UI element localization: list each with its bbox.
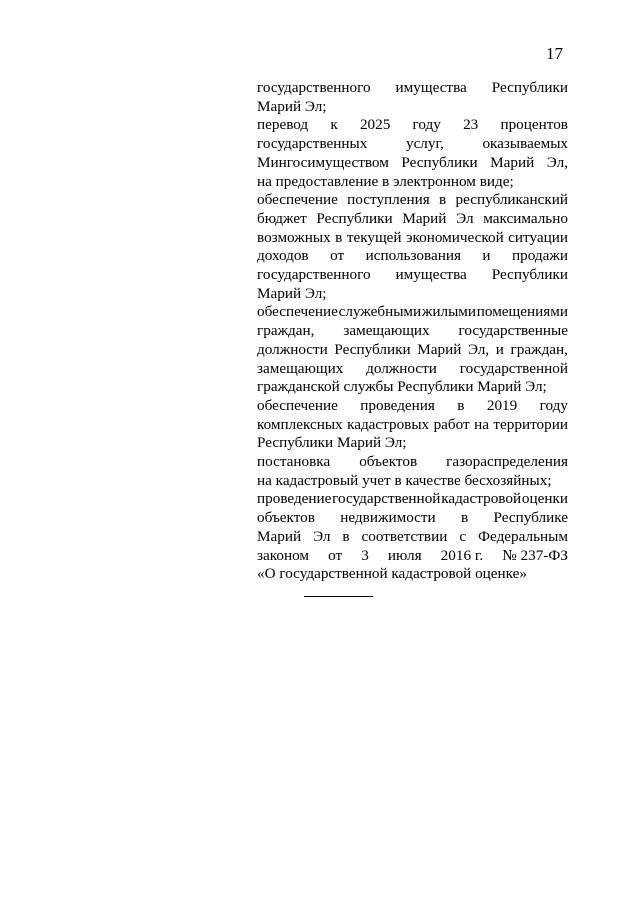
text-word: Эл <box>313 527 331 545</box>
text-line <box>257 191 568 210</box>
text-line <box>257 322 568 341</box>
text-line <box>257 453 568 472</box>
text-word: государственной <box>459 359 568 377</box>
text-word: Эл <box>456 209 474 227</box>
text-word: от <box>330 247 345 265</box>
text-line <box>257 416 568 435</box>
text-word: ситуации <box>508 228 568 246</box>
text-word: должности <box>366 359 437 377</box>
text-word: территории <box>493 415 568 433</box>
text-word: № 237-ФЗ <box>502 546 568 564</box>
page-number: 17 <box>546 44 563 63</box>
text-line <box>257 285 568 304</box>
text-word: Марий Эл; <box>257 284 327 302</box>
text-word: имущества <box>395 266 467 284</box>
text-word: бюджет <box>257 209 307 227</box>
text-word: Мингосимуществом <box>257 153 389 171</box>
text-line <box>257 547 568 566</box>
text-word: «О государственной кадастровой оценке» <box>257 565 528 583</box>
text-word: возможных <box>257 228 331 246</box>
text-line <box>257 434 568 453</box>
text-word: объектов <box>257 509 315 527</box>
text-word: замещающих <box>343 322 430 340</box>
text-word: кадастровых <box>347 415 430 433</box>
text-word: году <box>412 116 441 134</box>
text-word: продажи <box>512 247 568 265</box>
text-word: доходов <box>257 247 309 265</box>
text-word: граждан, <box>257 322 315 340</box>
text-word: оценки <box>521 490 568 508</box>
text-line <box>257 360 568 379</box>
text-word: государственных <box>257 135 368 153</box>
text-word: году <box>539 396 568 414</box>
body-text <box>257 79 568 584</box>
text-word: услуг, <box>405 135 444 153</box>
text-line <box>257 472 568 491</box>
text-word: использования <box>365 247 461 265</box>
text-line <box>257 79 568 98</box>
text-word: Марий <box>490 153 535 171</box>
text-word: оказываемых <box>482 135 568 153</box>
text-word: Марий <box>402 209 447 227</box>
text-word: июля <box>387 546 422 564</box>
text-word: Республики <box>316 209 393 227</box>
text-word: гражданской службы Республики Марий Эл; <box>257 378 547 396</box>
text-line <box>257 266 568 285</box>
text-word: в <box>335 228 343 246</box>
text-word: к <box>330 116 338 134</box>
text-line <box>257 210 568 229</box>
text-word: Марий <box>257 527 302 545</box>
text-word: имущества <box>395 79 467 96</box>
text-word: обеспечение <box>257 303 338 321</box>
text-line <box>257 341 568 360</box>
text-word: должности <box>257 340 328 358</box>
text-word: и <box>495 340 504 358</box>
text-word: служебными <box>338 303 422 321</box>
text-line <box>257 116 568 135</box>
text-word: Федеральным <box>478 527 568 545</box>
text-word: Республики <box>491 79 568 96</box>
text-word: граждан, <box>510 340 568 358</box>
text-word: государственные <box>458 322 568 340</box>
text-word: проведения <box>360 396 435 414</box>
text-word: в <box>439 191 447 209</box>
text-line <box>257 98 568 117</box>
text-word: максимально <box>483 209 568 227</box>
text-word: Республики <box>334 340 411 358</box>
text-line <box>257 509 568 528</box>
text-line <box>257 378 568 397</box>
text-word: и <box>482 247 491 265</box>
text-word: помещениями <box>476 303 568 321</box>
text-word: в <box>461 509 469 527</box>
text-line <box>257 135 568 154</box>
text-word: в <box>457 396 465 414</box>
text-word: объектов <box>359 453 418 471</box>
text-word: Республики <box>491 266 568 284</box>
text-word: государственного <box>257 79 371 96</box>
text-word: 2019 <box>486 396 518 414</box>
text-word: 2025 <box>359 116 391 134</box>
text-word: Марий Эл; <box>257 97 327 115</box>
text-line <box>257 154 568 173</box>
text-line <box>257 303 568 322</box>
text-word: с <box>459 527 467 545</box>
text-word: работ <box>433 415 470 433</box>
text-line <box>257 247 568 266</box>
text-word: республиканский <box>455 191 568 209</box>
text-word: государственного <box>257 266 371 284</box>
text-word: на <box>474 415 489 433</box>
text-word: в <box>342 527 350 545</box>
text-word: жилыми <box>421 303 477 321</box>
text-word: комплексных <box>257 415 343 433</box>
text-word: обеспечение <box>257 191 338 209</box>
text-word: 23 <box>463 116 479 134</box>
text-word: текущей <box>346 228 402 246</box>
text-word: постановка <box>257 453 331 471</box>
text-word: Республики <box>401 153 478 171</box>
text-word: от <box>328 546 343 564</box>
text-word: газораспределения <box>446 453 568 471</box>
text-word: Республики Марий Эл; <box>257 434 407 452</box>
text-word: экономической <box>405 228 504 246</box>
text-word: государственной <box>332 490 441 508</box>
text-word: Марий <box>417 340 462 358</box>
text-word: соответствии <box>361 527 448 545</box>
text-word: замещающих <box>257 359 344 377</box>
text-word: 2016 г. <box>440 546 484 564</box>
text-word: 3 <box>361 546 369 564</box>
text-line <box>257 528 568 547</box>
text-word: на предоставление в электронном виде; <box>257 172 514 190</box>
text-word: Эл, <box>467 340 490 358</box>
text-word: процентов <box>500 116 568 134</box>
text-word: поступления <box>347 191 430 209</box>
text-word: Эл, <box>546 153 568 171</box>
text-line <box>257 229 568 248</box>
text-line <box>257 397 568 416</box>
text-word: недвижимости <box>340 509 436 527</box>
text-word: на кадастровый учет в качестве бесхозяйных; <box>257 471 552 489</box>
end-of-text-rule <box>304 596 373 597</box>
text-word: кадастровой <box>441 490 522 508</box>
text-line <box>257 490 568 509</box>
text-word: законом <box>257 546 309 564</box>
text-word: проведение <box>257 490 332 508</box>
text-line <box>257 565 568 584</box>
text-word: перевод <box>257 116 309 134</box>
text-word: Республике <box>493 509 568 527</box>
text-line <box>257 173 568 192</box>
text-word: обеспечение <box>257 396 338 414</box>
